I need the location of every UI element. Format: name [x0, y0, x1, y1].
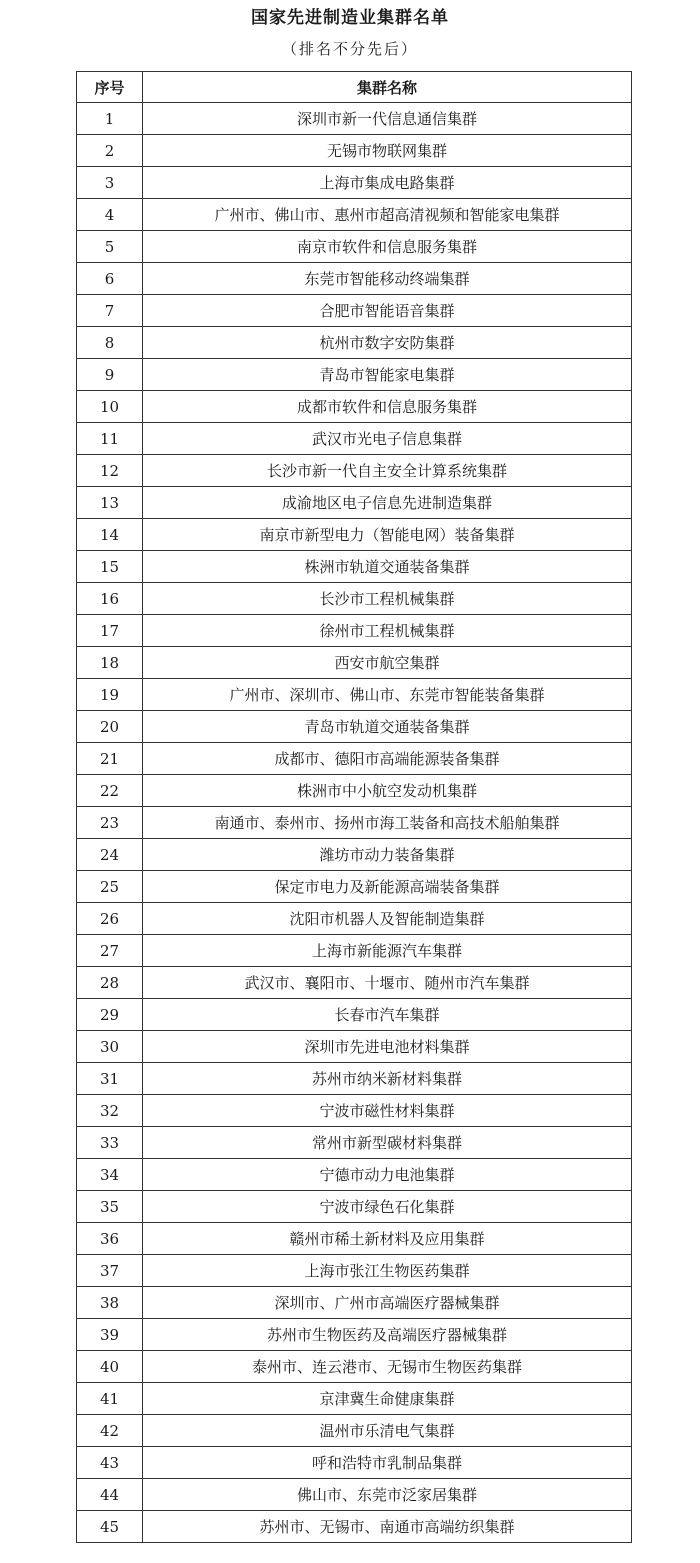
- row-number-cell: 24: [77, 839, 143, 871]
- row-number-cell: 43: [77, 1447, 143, 1479]
- row-number-cell: 10: [77, 391, 143, 423]
- table-row: [77, 1319, 632, 1351]
- row-number-cell: 6: [77, 263, 143, 295]
- table-row: [77, 615, 632, 647]
- table-row: [77, 1063, 632, 1095]
- cluster-name-cell: 宁德市动力电池集群: [143, 1159, 632, 1191]
- cluster-name-cell: 东莞市智能移动终端集群: [143, 263, 632, 295]
- row-number-cell: 21: [77, 743, 143, 775]
- table-row: [77, 1127, 632, 1159]
- row-number-cell: 31: [77, 1063, 143, 1095]
- table-row: [77, 807, 632, 839]
- row-number-cell: 26: [77, 903, 143, 935]
- row-number-cell: 25: [77, 871, 143, 903]
- row-number-cell: 34: [77, 1159, 143, 1191]
- table-header-row: [77, 72, 632, 103]
- table-row: [77, 647, 632, 679]
- row-number-cell: 13: [77, 487, 143, 519]
- table-row: [77, 135, 632, 167]
- row-number-cell: 23: [77, 807, 143, 839]
- cluster-name-cell: 苏州市生物医药及高端医疗器械集群: [143, 1319, 632, 1351]
- row-number-cell: 8: [77, 327, 143, 359]
- cluster-name-cell: 深圳市、广州市高端医疗器械集群: [143, 1287, 632, 1319]
- cluster-name-cell: 长沙市新一代自主安全计算系统集群: [143, 455, 632, 487]
- row-number-cell: 1: [77, 103, 143, 135]
- row-number-cell: 2: [77, 135, 143, 167]
- cluster-name-cell: 上海市新能源汽车集群: [143, 935, 632, 967]
- table-row: [77, 1415, 632, 1447]
- cluster-name-cell: 武汉市、襄阳市、十堰市、随州市汽车集群: [143, 967, 632, 999]
- cluster-name-cell: 泰州市、连云港市、无锡市生物医药集群: [143, 1351, 632, 1383]
- row-number-cell: 5: [77, 231, 143, 263]
- table-row: [77, 455, 632, 487]
- row-number-cell: 4: [77, 199, 143, 231]
- row-number-cell: 17: [77, 615, 143, 647]
- table-row: [77, 551, 632, 583]
- table-row: [77, 775, 632, 807]
- cluster-name-cell: 南京市软件和信息服务集群: [143, 231, 632, 263]
- cluster-name-cell: 广州市、深圳市、佛山市、东莞市智能装备集群: [143, 679, 632, 711]
- column-header-number: 序号: [77, 72, 143, 103]
- cluster-name-cell: 佛山市、东莞市泛家居集群: [143, 1479, 632, 1511]
- cluster-name-cell: 上海市集成电路集群: [143, 167, 632, 199]
- cluster-name-cell: 常州市新型碳材料集群: [143, 1127, 632, 1159]
- cluster-name-cell: 徐州市工程机械集群: [143, 615, 632, 647]
- cluster-name-cell: 深圳市新一代信息通信集群: [143, 103, 632, 135]
- row-number-cell: 29: [77, 999, 143, 1031]
- cluster-name-cell: 潍坊市动力装备集群: [143, 839, 632, 871]
- table-body: [77, 103, 632, 1543]
- cluster-name-cell: 保定市电力及新能源高端装备集群: [143, 871, 632, 903]
- cluster-name-cell: 杭州市数字安防集群: [143, 327, 632, 359]
- table-row: [77, 1383, 632, 1415]
- cluster-name-cell: 武汉市光电子信息集群: [143, 423, 632, 455]
- table-row: [77, 1191, 632, 1223]
- row-number-cell: 42: [77, 1415, 143, 1447]
- row-number-cell: 22: [77, 775, 143, 807]
- cluster-name-cell: 青岛市智能家电集群: [143, 359, 632, 391]
- row-number-cell: 37: [77, 1255, 143, 1287]
- row-number-cell: 36: [77, 1223, 143, 1255]
- row-number-cell: 35: [77, 1191, 143, 1223]
- table-row: [77, 1511, 632, 1543]
- table-row: [77, 167, 632, 199]
- row-number-cell: 44: [77, 1479, 143, 1511]
- cluster-name-cell: 宁波市绿色石化集群: [143, 1191, 632, 1223]
- cluster-name-cell: 成都市软件和信息服务集群: [143, 391, 632, 423]
- row-number-cell: 16: [77, 583, 143, 615]
- table-row: [77, 871, 632, 903]
- cluster-name-cell: 京津冀生命健康集群: [143, 1383, 632, 1415]
- cluster-name-cell: 赣州市稀土新材料及应用集群: [143, 1223, 632, 1255]
- cluster-name-cell: 株洲市中小航空发动机集群: [143, 775, 632, 807]
- table-row: [77, 711, 632, 743]
- cluster-name-cell: 株洲市轨道交通装备集群: [143, 551, 632, 583]
- cluster-name-cell: 青岛市轨道交通装备集群: [143, 711, 632, 743]
- table-row: [77, 199, 632, 231]
- table-row: [77, 1287, 632, 1319]
- row-number-cell: 12: [77, 455, 143, 487]
- cluster-name-cell: 苏州市纳米新材料集群: [143, 1063, 632, 1095]
- row-number-cell: 18: [77, 647, 143, 679]
- row-number-cell: 11: [77, 423, 143, 455]
- cluster-name-cell: 长春市汽车集群: [143, 999, 632, 1031]
- cluster-name-cell: 沈阳市机器人及智能制造集群: [143, 903, 632, 935]
- table-row: [77, 1479, 632, 1511]
- table-row: [77, 1447, 632, 1479]
- table-row: [77, 903, 632, 935]
- cluster-name-cell: 温州市乐清电气集群: [143, 1415, 632, 1447]
- cluster-name-cell: 成都市、德阳市高端能源装备集群: [143, 743, 632, 775]
- row-number-cell: 28: [77, 967, 143, 999]
- cluster-name-cell: 宁波市磁性材料集群: [143, 1095, 632, 1127]
- cluster-name-cell: 合肥市智能语音集群: [143, 295, 632, 327]
- table-row: [77, 263, 632, 295]
- table-row: [77, 1159, 632, 1191]
- table-row: [77, 839, 632, 871]
- row-number-cell: 41: [77, 1383, 143, 1415]
- table-row: [77, 967, 632, 999]
- column-header-cluster-name: 集群名称: [143, 72, 632, 103]
- table-row: [77, 359, 632, 391]
- cluster-name-cell: 广州市、佛山市、惠州市超高清视频和智能家电集群: [143, 199, 632, 231]
- table-row: [77, 1095, 632, 1127]
- row-number-cell: 3: [77, 167, 143, 199]
- row-number-cell: 14: [77, 519, 143, 551]
- cluster-list-table: [76, 71, 632, 1543]
- table-row: [77, 935, 632, 967]
- document-title: 国家先进制造业集群名单: [251, 8, 449, 28]
- row-number-cell: 33: [77, 1127, 143, 1159]
- table-row: [77, 231, 632, 263]
- cluster-name-cell: 呼和浩特市乳制品集群: [143, 1447, 632, 1479]
- document-subtitle: （排名不分先后）: [281, 40, 418, 58]
- table-row: [77, 1223, 632, 1255]
- table-row: [77, 1255, 632, 1287]
- row-number-cell: 38: [77, 1287, 143, 1319]
- cluster-name-cell: 苏州市、无锡市、南通市高端纺织集群: [143, 1511, 632, 1543]
- row-number-cell: 39: [77, 1319, 143, 1351]
- row-number-cell: 15: [77, 551, 143, 583]
- row-number-cell: 45: [77, 1511, 143, 1543]
- cluster-name-cell: 无锡市物联网集群: [143, 135, 632, 167]
- table-row: [77, 1031, 632, 1063]
- cluster-name-cell: 上海市张江生物医药集群: [143, 1255, 632, 1287]
- row-number-cell: 32: [77, 1095, 143, 1127]
- table-row: [77, 1351, 632, 1383]
- table-row: [77, 487, 632, 519]
- table-row: [77, 391, 632, 423]
- table-row: [77, 519, 632, 551]
- table-row: [77, 327, 632, 359]
- cluster-name-cell: 深圳市先进电池材料集群: [143, 1031, 632, 1063]
- table-row: [77, 679, 632, 711]
- row-number-cell: 30: [77, 1031, 143, 1063]
- row-number-cell: 27: [77, 935, 143, 967]
- row-number-cell: 40: [77, 1351, 143, 1383]
- table-row: [77, 999, 632, 1031]
- cluster-name-cell: 长沙市工程机械集群: [143, 583, 632, 615]
- table-row: [77, 743, 632, 775]
- row-number-cell: 19: [77, 679, 143, 711]
- row-number-cell: 9: [77, 359, 143, 391]
- cluster-name-cell: 南通市、泰州市、扬州市海工装备和高技术船舶集群: [143, 807, 632, 839]
- table-row: [77, 103, 632, 135]
- table-row: [77, 423, 632, 455]
- row-number-cell: 20: [77, 711, 143, 743]
- table-row: [77, 295, 632, 327]
- row-number-cell: 7: [77, 295, 143, 327]
- cluster-name-cell: 南京市新型电力（智能电网）装备集群: [143, 519, 632, 551]
- cluster-name-cell: 成渝地区电子信息先进制造集群: [143, 487, 632, 519]
- table-row: [77, 583, 632, 615]
- cluster-name-cell: 西安市航空集群: [143, 647, 632, 679]
